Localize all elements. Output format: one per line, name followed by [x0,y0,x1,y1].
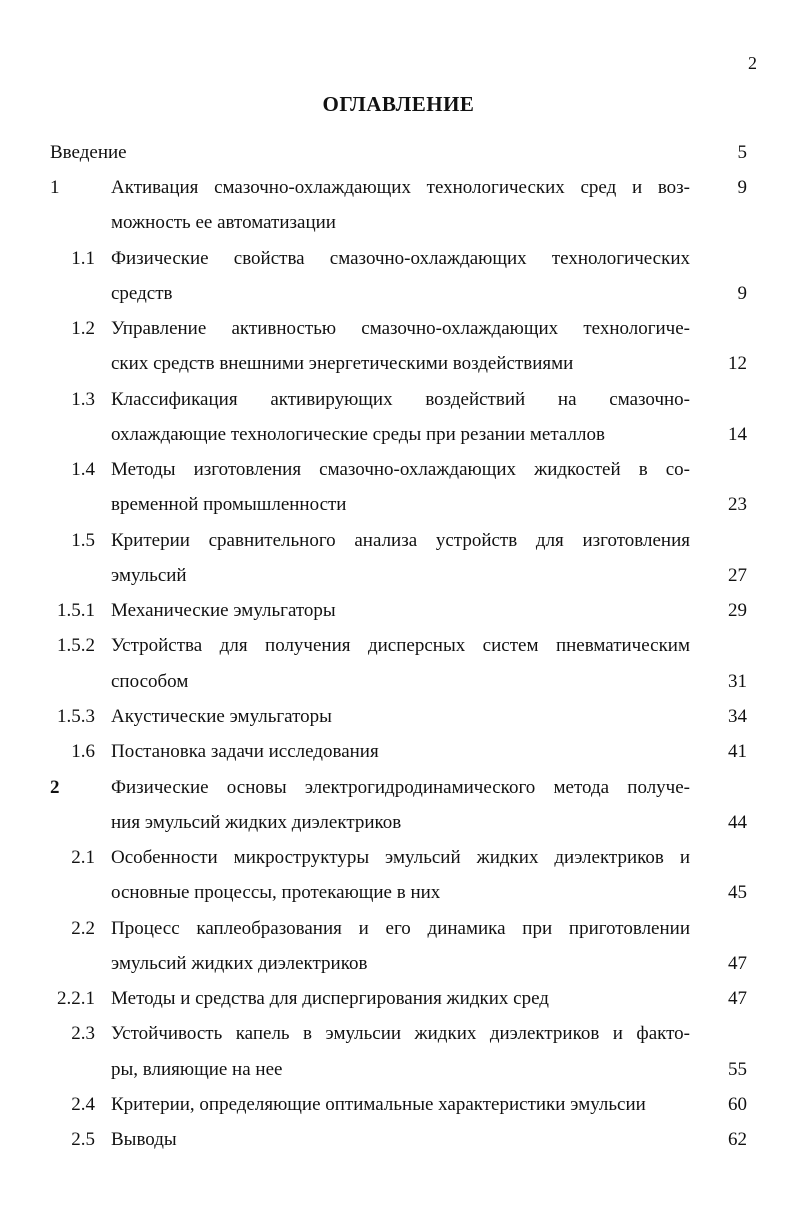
toc-entry-text: Устройства для получения дисперсных систем пневматическим [111,635,690,656]
toc-entry-text-cont: ских средств внешними энергетическими воздействиями [111,353,574,374]
toc-entry-2-3 [0,1021,797,1047]
toc-entry-text: Критерии, определяющие оптимальные характеристики эмульсии [111,1094,646,1115]
toc-entry-number: 1.5.2 [57,635,95,656]
toc-entry-page: 34 [728,706,747,727]
toc-entry-2-cont [0,810,797,836]
toc-entry-1-2-cont [0,351,797,377]
toc-entry-1-4-cont [0,492,797,518]
toc-entry-2-2-1 [0,986,797,1012]
toc-entry-intro [0,140,797,166]
toc-entry-1-cont [0,210,797,236]
toc-entry-1-1 [0,246,797,272]
toc-entry-text: Активация смазочно-охлаждающих технологических сред и воз- [111,177,690,198]
toc-entry-2-1-cont [0,880,797,906]
toc-entry-1-5-2 [0,633,797,659]
toc-entry-text: Выводы [111,1129,177,1150]
toc-entry-text: Физические основы электрогидродинамического метода получе- [111,777,690,798]
toc-entry-text-cont: ния эмульсий жидких диэлектриков [111,812,402,833]
page-title: ОГЛАВЛЕНИЕ [322,92,475,116]
toc-entry-text: Классификация активирующих воздействий на смазочно- [111,389,690,410]
toc-entry-page: 55 [728,1059,747,1080]
toc-entry-page: 9 [737,283,747,304]
toc-entry-2-2 [0,916,797,942]
toc-entry-2-5 [0,1127,797,1153]
toc-entry-page: 27 [728,565,747,586]
toc-entry-page: 62 [728,1129,747,1150]
toc-entry-1 [0,175,797,201]
toc-entry-number: 1.5.1 [57,600,95,621]
toc-entry-1-5 [0,528,797,554]
toc-entry-number: 1.2 [71,318,95,339]
toc-entry-number: 2.1 [71,847,95,868]
toc-entry-text: Механические эмульгаторы [111,600,336,621]
toc-entry-number: 2.2.1 [57,988,95,1009]
toc-entry-page: 9 [737,177,747,198]
toc-entry-1-1-cont [0,281,797,307]
toc-entry-page: 41 [728,741,747,762]
toc-entry-number: 2.5 [71,1129,95,1150]
toc-entry-1-6 [0,739,797,765]
toc-entry-text-cont: ры, влияющие на нее [111,1059,283,1080]
toc-entry-1-5-1 [0,598,797,624]
toc-entry-1-4 [0,457,797,483]
toc-entry-text: Особенности микроструктуры эмульсий жидких диэлектриков и [111,847,690,868]
toc-entry-2 [0,775,797,801]
toc-entry-1-5-2-cont [0,669,797,695]
toc-entry-text: Методы изготовления смазочно-охлаждающих жидкостей в со- [111,459,690,480]
toc-entry-number: 1.6 [71,741,95,762]
toc-entry-text: Физические свойства смазочно-охлаждающих технологических [111,248,690,269]
toc-entry-page: 31 [728,671,747,692]
toc-entry-text: Методы и средства для диспергирования жидких сред [111,988,549,1009]
toc-entry-page: 47 [728,988,747,1009]
toc-entry-1-5-3 [0,704,797,730]
toc-entry-2-1 [0,845,797,871]
toc-entry-1-5-cont [0,563,797,589]
toc-entry-text: Критерии сравнительного анализа устройств для изготовления [111,530,690,551]
toc-entry-page: 23 [728,494,747,515]
toc-entry-page: 45 [728,882,747,903]
toc-entry-page: 44 [728,812,747,833]
toc-entry-number: 1.5.3 [57,706,95,727]
toc-entry-page: 60 [728,1094,747,1115]
toc-entry-text-cont: временной промышленности [111,494,347,515]
toc-entry-text-cont: эмульсий [111,565,187,586]
toc-entry-2-2-cont [0,951,797,977]
toc-entry-text: Акустические эмульгаторы [111,706,332,727]
toc-entry-text-cont: способом [111,671,189,692]
toc-entry-text-cont: охлаждающие технологические среды при резании металлов [111,424,605,445]
toc-entry-number: 1 [50,177,60,198]
toc-entry-text-cont: можность ее автоматизации [111,212,336,233]
toc-entry-text: Управление активностью смазочно-охлаждающих технологиче- [111,318,690,339]
toc-entry-number: 1.4 [71,459,95,480]
toc-entry-page: 12 [728,353,747,374]
toc-entry-page: 47 [728,953,747,974]
toc-entry-1-2 [0,316,797,342]
toc-entry-text: Устойчивость капель в эмульсии жидких диэлектриков и факто- [111,1023,690,1044]
toc-entry-number: 2.4 [71,1094,95,1115]
toc-entry-number: 1.5 [71,530,95,551]
toc-entry-text: Введение [50,142,127,163]
toc-entry-page: 29 [728,600,747,621]
toc-entry-text-cont: основные процессы, протекающие в них [111,882,441,903]
toc-entry-1-3 [0,387,797,413]
toc-entry-number: 2.3 [71,1023,95,1044]
toc-entry-text: Процесс каплеобразования и его динамика при приготовлении [111,918,690,939]
toc-entry-page: 14 [728,424,747,445]
toc-entry-number: 1.3 [71,389,95,410]
toc-entry-2-4 [0,1092,797,1118]
toc-entry-number: 2 [50,777,60,798]
toc-entry-2-3-cont [0,1057,797,1083]
toc-entry-number: 2.2 [71,918,95,939]
toc-entry-text-cont: средств [111,283,173,304]
page-number: 2 [748,53,757,73]
toc-entry-page: 5 [737,142,747,163]
toc-entry-text: Постановка задачи исследования [111,741,379,762]
toc-entry-number: 1.1 [71,248,95,269]
toc-entry-1-3-cont [0,422,797,448]
toc-entry-text-cont: эмульсий жидких диэлектриков [111,953,368,974]
